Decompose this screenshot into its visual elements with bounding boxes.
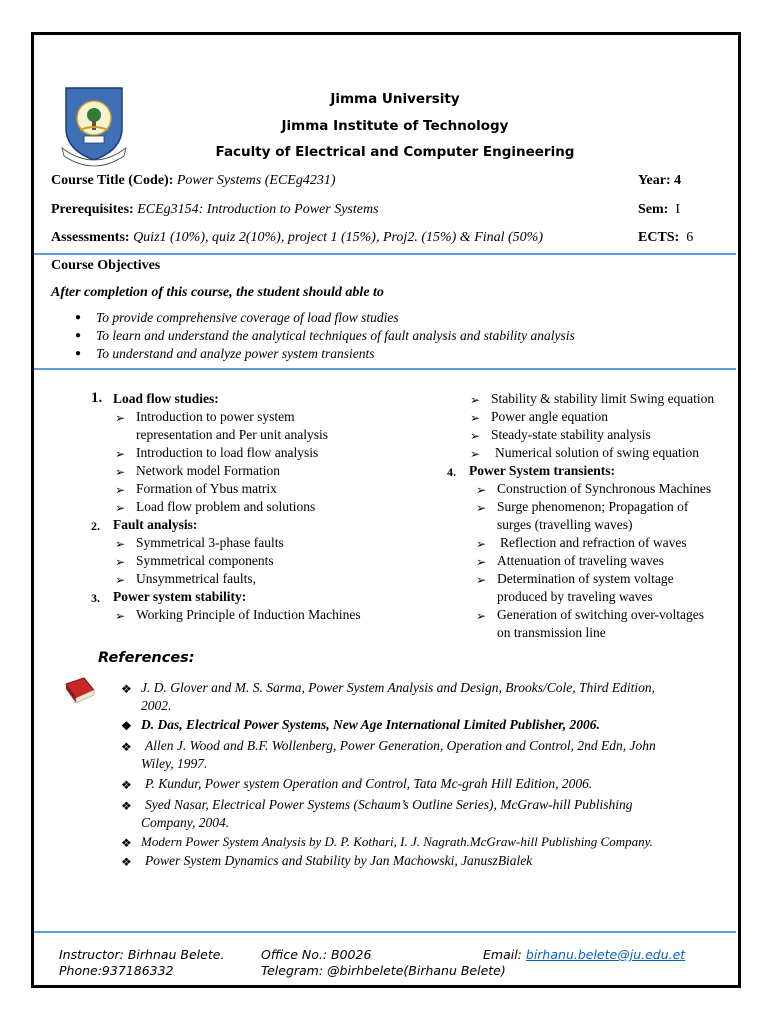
topic-title: Fault analysis: [113,517,198,532]
reference-line: Syed Nasar, Electrical Power Systems (Schaum’s Outline Series), McGraw-hill Publishing [145,797,633,812]
topic-number: 1. [91,390,103,406]
arrow-bullet: ➢ [476,555,487,569]
divider-top [34,253,736,255]
reference-line: 2002. [141,698,172,713]
topic-item: Stability & stability limit Swing equation [491,391,715,406]
sem-label: Sem: [638,202,669,217]
ects-value: 6 [686,230,694,245]
topic-item: Reflection and refraction of waves [500,535,687,550]
arrow-bullet: ➢ [115,465,126,479]
arrow-bullet: ➢ [476,609,487,623]
reference-line: Company, 2004. [141,815,230,830]
arrow-bullet: ➢ [476,483,487,497]
instructor-phone: Phone:937186332 [59,963,174,978]
ects-row [638,230,693,246]
diamond-bullet: ❖ [121,740,132,754]
course-title-label: Course Title (Code): [51,173,174,188]
assess-label: Assessments: [51,230,130,245]
topic-item: Construction of Synchronous Machines [497,481,712,496]
reference-line: J. D. Glover and M. S. Sarma, Power System Analysis and Design, Brooks/Cole, Third Edition, [141,680,655,695]
topic-item: Unsymmetrical faults, [136,571,256,586]
topic-item: Surge phenomenon; Propagation of [497,499,689,514]
faculty-name: Faculty of Electrical and Computer Engineering [215,144,575,160]
arrow-bullet: ➢ [470,429,481,443]
topic-item: Working Principle of Induction Machines [136,607,361,622]
sem-row [638,202,680,218]
topic-item: Symmetrical 3-phase faults [136,535,284,550]
topic-item: representation and Per unit analysis [136,427,328,442]
arrow-bullet: ➢ [470,393,481,407]
sem-value: I [675,202,680,217]
topic-item: Load flow problem and solutions [136,499,316,514]
arrow-bullet: ➢ [115,411,126,425]
reference-line: Power System Dynamics and Stability by Jan Machowski, JanuszBialek [145,853,533,868]
topic-item: on transmission line [497,625,606,640]
objective-item: To provide comprehensive coverage of load flow studies [96,310,399,325]
divider-footer [34,931,736,933]
topic-item: Numerical solution of swing equation [495,445,699,460]
objective-item: To understand and analyze power system transients [96,346,375,361]
topic-item: Determination of system voltage [497,571,674,586]
diamond-bullet: ❖ [121,855,132,869]
reference-line: Allen J. Wood and B.F. Wollenberg, Power Generation, Operation and Control, 2nd Edn, John [145,738,656,753]
prereq-value: ECEg3154: Introduction to Power Systems [137,202,379,217]
prereq-row [51,202,379,218]
diamond-bullet: ❖ [121,682,132,696]
arrow-bullet: ➢ [470,447,481,461]
diamond-bullet: ❖ [121,778,132,792]
topic-number: 2. [91,519,100,533]
topic-item: surges (travelling waves) [497,517,633,532]
diamond-bullet: ❖ [121,799,132,813]
email-link[interactable]: birhanu.belete@ju.edu.et [525,947,686,962]
ects-label: ECTS: [638,230,680,245]
topic-item: Introduction to load flow analysis [136,445,319,460]
topic-item: produced by traveling waves [497,589,653,604]
arrow-bullet: ➢ [115,447,126,461]
topic-item: Power angle equation [491,409,608,424]
year-row [638,173,681,189]
bullet-dot: ● [75,330,82,341]
topic-item: Attenuation of traveling waves [497,553,664,568]
reference-line: P. Kundur, Power system Operation and Control, Tata Mc-grah Hill Edition, 2006. [145,776,593,791]
topic-item: Network model Formation [136,463,280,478]
book-icon [62,676,96,706]
course-title-row [51,173,336,189]
references-heading: References: [98,650,195,666]
arrow-bullet: ➢ [115,573,126,587]
year-label: Year: [638,173,671,188]
email-row [483,947,685,962]
topic-number: 4. [447,465,456,479]
objectives-heading: Course Objectives [51,258,161,273]
reference-line: Modern Power System Analysis by D. P. Kothari, I. J. Nagrath.McGraw-hill Publishing Company. [141,834,653,849]
arrow-bullet: ➢ [115,501,126,515]
telegram-handle: Telegram: @birhbelete(Birhanu Belete) [261,963,506,978]
topic-title: Load flow studies: [113,391,219,406]
email-label: Email: [483,947,522,962]
arrow-bullet: ➢ [476,501,487,515]
topic-item: Steady-state stability analysis [491,427,651,442]
divider-middle [34,368,736,370]
objective-item: To learn and understand the analytical techniques of fault analysis and stability analysis [96,328,575,343]
topic-item: Introduction to power system [136,409,295,424]
arrow-bullet: ➢ [115,555,126,569]
diamond-bullet: ❖ [121,719,132,733]
assess-value: Quiz1 (10%), quiz 2(10%), project 1 (15%), Proj2. (15%) & Final (50%) [133,230,544,245]
reference-line: Wiley, 1997. [141,756,208,771]
prereq-label: Prerequisites: [51,202,134,217]
year-value: 4 [674,173,682,188]
topic-number: 3. [91,591,100,605]
diamond-bullet: ❖ [121,836,132,850]
arrow-bullet: ➢ [115,537,126,551]
arrow-bullet: ➢ [476,537,487,551]
topic-item: Symmetrical components [136,553,274,568]
arrow-bullet: ➢ [470,411,481,425]
arrow-bullet: ➢ [115,609,126,623]
assessments-row [51,230,543,246]
reference-line: D. Das, Electrical Power Systems, New Age International Limited Publisher, 2006. [141,717,600,732]
topic-item: Formation of Ybus matrix [136,481,277,496]
arrow-bullet: ➢ [115,483,126,497]
topic-item: Generation of switching over-voltages [497,607,705,622]
bullet-dot: ● [75,348,82,359]
university-name: Jimma University [330,91,460,107]
arrow-bullet: ➢ [476,573,487,587]
bullet-dot: ● [75,312,82,323]
institute-name: Jimma Institute of Technology [281,118,509,134]
university-logo [58,84,130,168]
topic-title: Power System transients: [469,463,615,478]
course-title-value: Power Systems (ECEg4231) [176,173,336,188]
instructor-name: Instructor: Birhnau Belete. [59,947,225,962]
topic-title: Power system stability: [113,589,247,604]
office-number: Office No.: B0026 [261,947,372,962]
objectives-intro: After completion of this course, the student should able to [51,285,384,300]
